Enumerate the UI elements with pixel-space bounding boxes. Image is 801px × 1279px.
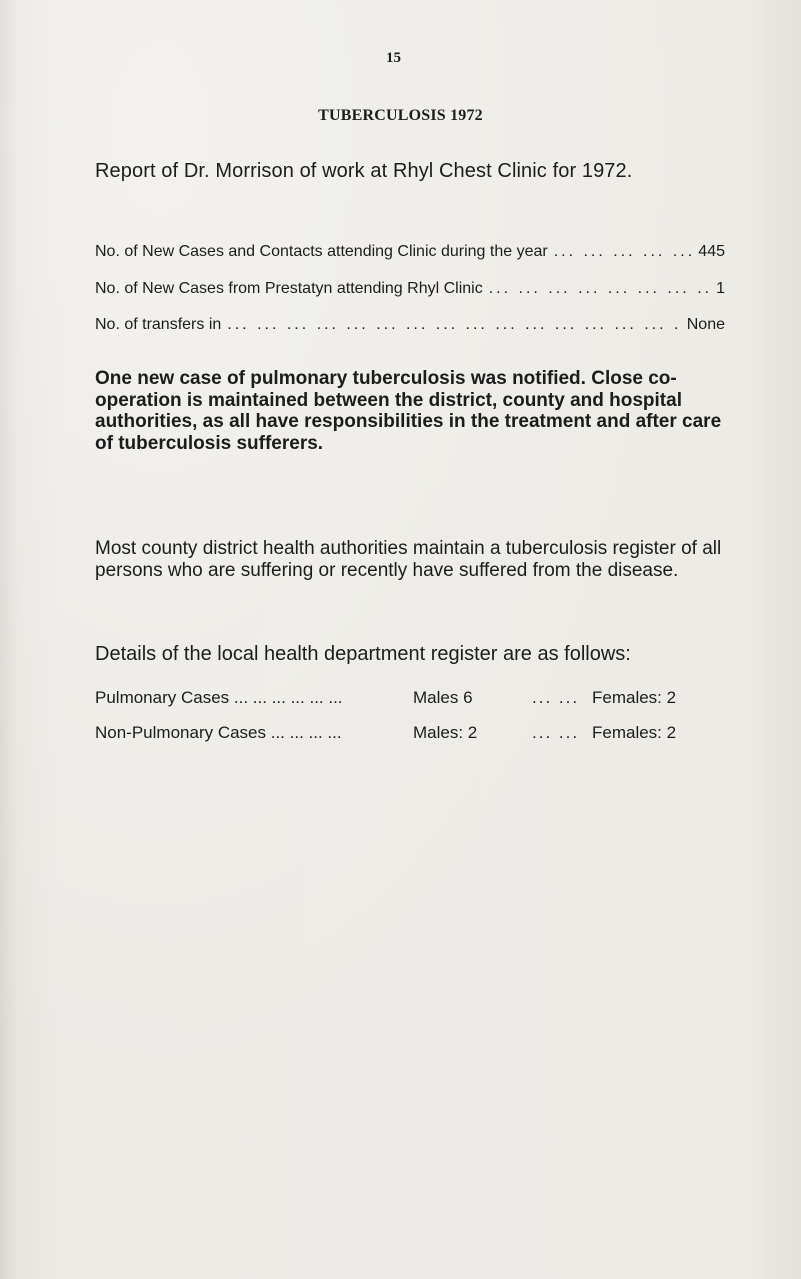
details-heading: Details of the local health department register are as follows:	[95, 643, 631, 665]
stat-value: None	[686, 316, 725, 333]
page-number: 15	[386, 50, 401, 66]
stat-value: 1	[716, 280, 725, 297]
stat-label: No. of New Cases and Contacts attending Clinic during the year	[95, 243, 548, 260]
stat-row-prestatyn-cases	[95, 280, 725, 302]
register-females: Females: 2	[592, 723, 677, 742]
register-females: Females: 2	[592, 688, 677, 707]
register-row-non-pulmonary	[95, 723, 725, 745]
report-heading: Report of Dr. Morrison of work at Rhyl Chest Clinic for 1972.	[95, 160, 633, 182]
dot-leader: ... ...	[532, 688, 580, 707]
stat-value: 445	[698, 243, 725, 260]
stat-row-new-cases	[95, 243, 725, 265]
stat-row-transfers	[95, 316, 725, 338]
register-label: Pulmonary Cases ... ... ... ... ... ...	[95, 688, 343, 707]
dot-leader	[554, 243, 693, 261]
register-label-text: Pulmonary Cases	[95, 688, 230, 707]
paragraph-register: Most county district health authorities maintain a tuberculosis register of all persons who are suffering or recently have suffered from the disease.	[95, 538, 722, 581]
stat-label: No. of transfers in	[95, 316, 222, 333]
stat-label: No. of New Cases from Prestatyn attending Rhyl Clinic	[95, 280, 483, 297]
dot-leader	[227, 316, 680, 334]
register-males: Males: 2	[413, 723, 478, 742]
register-label: Non-Pulmonary Cases ... ... ... ...	[95, 723, 342, 742]
register-row-pulmonary	[95, 688, 725, 710]
dot-leader: ... ...	[532, 723, 580, 742]
dot-leader	[489, 280, 710, 298]
register-label-text: Non-Pulmonary Cases	[95, 723, 267, 742]
page-title: TUBERCULOSIS 1972	[318, 107, 483, 124]
register-males: Males 6	[413, 688, 473, 707]
paragraph-notification: One new case of pulmonary tuberculosis was notified. Close co-operation is maintained between the district, county and hospital authorities, as all have responsibilities in the treatment and after care of tuberculosis sufferers.	[95, 368, 722, 454]
